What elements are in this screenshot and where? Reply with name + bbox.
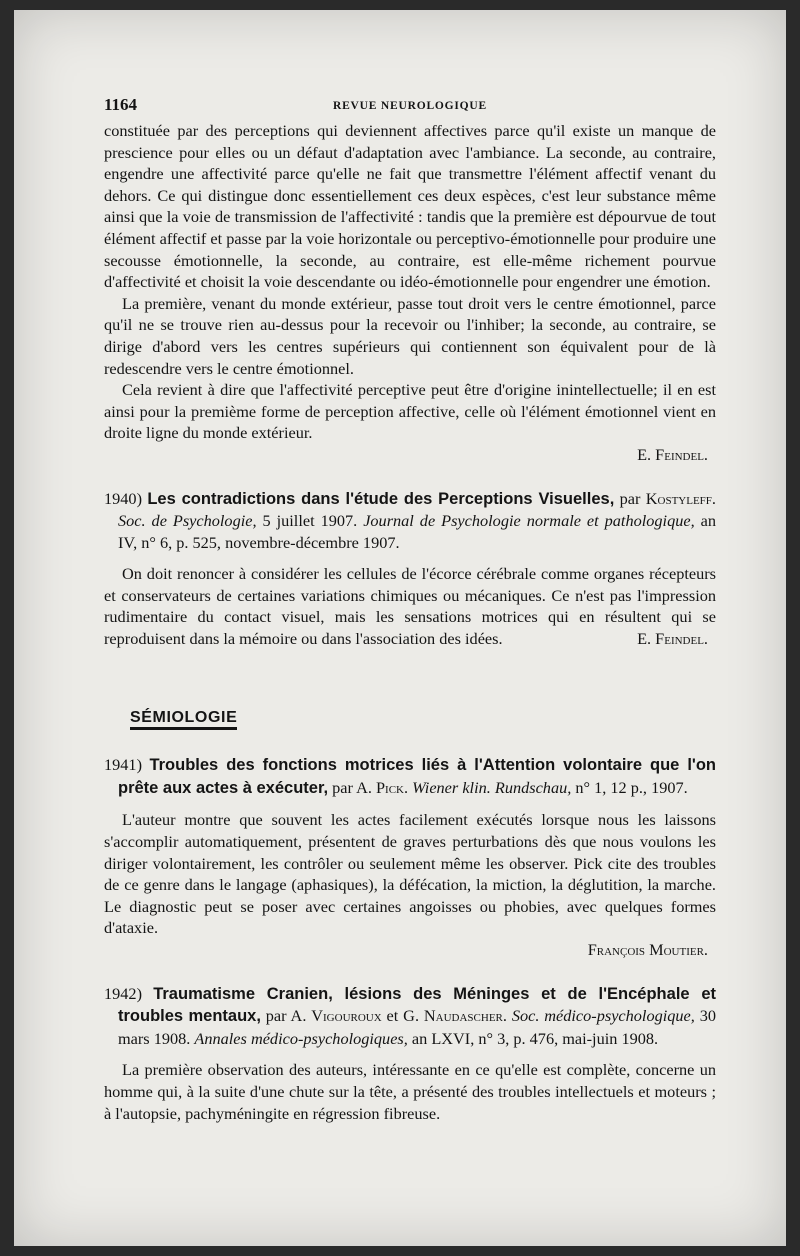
entry-1942-source-2: Annales médico-psychologiques, [194,1028,408,1048]
entry-1940-number: 1940) [104,488,142,508]
entry-1942-and: et G. [381,1006,424,1026]
entry-1941-source-1: Wiener klin. Rundschau, [408,777,572,797]
entry-1941-author: Pick. [375,777,409,797]
entry-1942-body: La première observation des auteurs, intéressante en ce qu'elle est complète, concerne un homme qui, à la suite d'une chute sur la tête, a présenté des troubles intellectuels et moteurs ; à l'autopsie, pachyméningite en régression fibreuse. [104,1060,716,1123]
entry-1942-author-2: Naudascher. [423,1006,507,1026]
entry-1940-heading [104,488,716,554]
entry-1940-source-2: Journal de Psychologie normale et pathologique, [363,511,695,531]
entry-1941-number: 1941) [104,755,142,775]
section-title: SÉMIOLOGIE [130,709,237,730]
entry-1940-author: Kostyleff. [645,488,716,508]
entry-1941-details: n° 1, 12 p., 1907. [571,777,688,797]
entry-1942-heading [104,983,716,1050]
entry-1940 [104,488,716,650]
entry-1941-title: Troubles des fonctions motrices liés à l'Attention volontaire que l'on prête aux actes à exécuter, [118,756,716,797]
page-scan [14,10,786,1246]
entry-1942-date-1: 30 mars 1908. [118,1006,716,1048]
running-header [104,94,716,116]
entry-1941-signature: François Moutier. [587,940,708,959]
entry-1940-body [104,563,716,649]
entry-1942-source-1: Soc. médico-psychologique, [506,1006,695,1026]
entry-1941-par: par A. [328,777,376,797]
section-heading [104,706,716,729]
entry-1940-par: par [614,488,646,508]
entry-1941 [104,754,716,960]
entry-1941-body: L'auteur montre que souvent les actes facilement exécutés lorsque nous les laissons s'accomplir automatiquement, présentent de graves perturbations dès que nous voulons les diriger volontairement, les contrôler ou seulement même les observer. Pick cite des troubles de ce genre dans le langage (aphasiques), la défécation, la miction, la déglutition, la marche. Le diagnostic peut se poser avec certaines angoisses ou phobies, avec quelques formes d'ataxie. [104,810,716,938]
intro-paragraph-3: Cela revient à dire que l'affectivité perceptive peut être d'origine inintellectuelle; il en est ainsi pour la premième forme de perception affective, celle où l'élément émotionnel vient en droite ligne du monde extérieur. [104,380,716,443]
entry-1941-heading [104,754,716,799]
intro-paragraph-1: constituée par des perceptions qui deviennent affectives parce qu'il existe un manque de prescience pour elles ou un défaut d'adaptation avec l'ambiance. La seconde, au contraire, engendre une affectivité parce qu'elle ne fait que transmettre l'élément affectif venant du dehors. Ce qui distingue donc essentiellement ces deux espèces, c'est leur substance même ainsi que la voie de transmission de l'affectivité : tandis que la première est dépourvue de tout élément affectif et passe par la voie horizontale ou perceptivo-émotionnelle pour produire une secousse émotionnelle, la seconde, au contraire, est elle-même richement pourvue d'affectivité et choisit la voie descendante ou idéo-émotionnelle pour engendrer une émotion. [104,121,716,292]
entry-1940-date-1: 5 juillet 1907. [256,511,364,531]
entry-1942-par: par A. [260,1006,312,1026]
entry-1942-details: an LXVI, n° 3, p. 476, mai-juin 1908. [407,1028,659,1048]
page-content [104,94,716,1124]
entry-1942-author-1: Vigouroux [311,1006,382,1026]
entry-1940-body-text: On doit renoncer à considérer les cellules de l'écorce cérébrale comme organes récepteurs et conservateurs de certaines variations chimiques ou mécaniques. Ce n'est pas l'impression rudimentaire du contact visuel, mais les sensations motrices qui en résultent qui se reproduisent dans la mémoire ou dans l'association des idées. [104,564,716,649]
entry-1940-title: Les contradictions dans l'étude des Perceptions Visuelles, [147,489,615,508]
entry-1940-source-1: Soc. de Psychologie, [118,511,257,531]
journal-title: REVUE NEUROLOGIQUE [332,100,488,112]
entry-1940-signature: E. Feindel. [637,629,708,649]
entry-1942-number: 1942) [104,983,142,1003]
entry-1942 [104,983,716,1125]
intro-paragraph-2: La première, venant du monde extérieur, passe tout droit vers le centre émotionnel, parce qu'il ne se trouve rien au-dessus pour la recevoir ou l'inhiber; la seconde, au contraire, se dirige d'abord vers les centres supérieurs qui contiennent son équivalent pour de là redescendre vers le centre émotionnel. [104,293,716,378]
intro-signature: E. Feindel. [637,444,708,464]
page-number: 1164 [104,95,138,114]
entry-1940-details: an IV, n° 6, p. 525, novembre-décembre 1907. [118,511,716,552]
entry-1942-title: Traumatisme Cranien, lésions des Méninges et de l'Encéphale et troubles mentaux, [118,984,716,1026]
